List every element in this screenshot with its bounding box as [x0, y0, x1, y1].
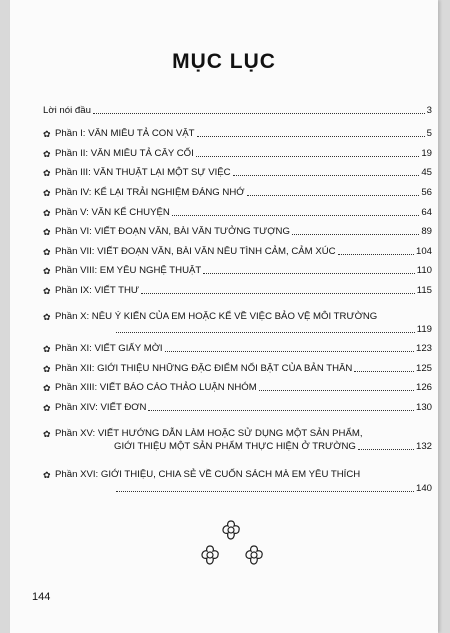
- toc-page-number: 115: [416, 284, 432, 296]
- dot-leader: [259, 390, 414, 391]
- toc-entry-row: [43, 219, 432, 239]
- toc-page-number: 130: [415, 401, 432, 413]
- toc-page-number: 56: [421, 186, 432, 198]
- toc-entry-row: [43, 297, 432, 323]
- toc-label: Phần VIII: EM YÊU NGHỆ THUẬT: [55, 265, 202, 277]
- toc-entry-row: [43, 394, 432, 414]
- dot-leader: [196, 156, 420, 157]
- toc-label: Lời nói đầu: [43, 104, 91, 116]
- toc-entry-row: [43, 355, 432, 375]
- dot-leader: [93, 113, 425, 114]
- toc-label: Phần XVI: GIỚI THIỆU, CHIA SẺ VỀ CUỐN SÁCH MÀ EM YÊU THÍCH: [55, 468, 361, 480]
- flower-ornament-icon: [199, 544, 221, 566]
- toc-page-number: 110: [416, 265, 432, 277]
- toc-page-number: 125: [415, 362, 432, 374]
- flower-ornament-icon: [243, 544, 265, 566]
- toc-label: Phần XIV: VIẾT ĐƠN: [55, 401, 147, 413]
- flower-bullet-icon: ✿: [43, 311, 51, 322]
- toc-label: Phần III: VĂN THUẬT LẠI MỘT SỰ VIỆC: [55, 167, 231, 179]
- toc-label: GIỚI THIỆU MỘT SẢN PHẨM THỰC HIỆN Ở TRƯỜNG: [114, 440, 356, 452]
- flower-bullet-icon: ✿: [43, 344, 51, 355]
- flower-bullet-icon: ✿: [43, 129, 51, 140]
- toc-page-number: 45: [421, 167, 432, 179]
- toc-entries: [43, 121, 432, 297]
- dot-leader: [141, 293, 415, 294]
- flower-bullet-icon: ✿: [43, 266, 51, 277]
- toc-label: Phần VI: VIẾT ĐOẠN VĂN, BÀI VĂN TƯỞNG TƯỢNG: [55, 226, 290, 238]
- flower-ornament-icon: [220, 519, 242, 541]
- dot-leader: [172, 215, 420, 216]
- toc-label: Phần XIII: VIẾT BÁO CÁO THẢO LUẬN NHÓM: [55, 382, 257, 394]
- toc-intro-row: [43, 97, 432, 117]
- toc-label: Phần II: VĂN MIÊU TẢ CÂY CỐI: [55, 147, 194, 159]
- page-number: 144: [32, 591, 51, 603]
- flower-bullet-icon: ✿: [43, 168, 51, 179]
- toc-label: Phần V: VĂN KỂ CHUYỆN: [55, 206, 170, 218]
- dot-leader: [116, 491, 414, 492]
- toc-page-number: 132: [415, 440, 432, 452]
- toc-page-number: 19: [421, 147, 432, 159]
- toc-entry-continuation: [43, 481, 432, 495]
- toc-page-number: 3: [426, 104, 432, 116]
- flower-bullet-icon: ✿: [43, 469, 51, 480]
- toc-label: Phần IV: KỂ LẠI TRẢI NGHIỆM ĐÁNG NHỚ: [55, 186, 245, 198]
- dot-leader: [338, 254, 414, 255]
- toc-label: Phần VII: VIẾT ĐOẠN VĂN, BÀI VĂN NÊU TÌNH CẢM, CẢM XÚC: [55, 245, 336, 257]
- dot-leader: [358, 449, 414, 450]
- dot-leader: [233, 175, 420, 176]
- toc-page-number: 126: [415, 382, 432, 394]
- toc-page-number: 89: [421, 226, 432, 238]
- dot-leader: [148, 410, 414, 411]
- dot-leader: [292, 234, 419, 235]
- dot-leader: [165, 351, 414, 352]
- toc-label: Phần XI: VIẾT GIẤY MỜI: [55, 343, 163, 355]
- dot-leader: [247, 195, 420, 196]
- table-of-contents: [43, 97, 432, 495]
- flower-bullet-icon: ✿: [43, 246, 51, 257]
- dot-leader: [197, 136, 425, 137]
- toc-label: Phần IX: VIẾT THƯ: [55, 284, 140, 296]
- toc-entry-row: [43, 238, 432, 258]
- toc-label: Phần I: VĂN MIÊU TẢ CON VẬT: [55, 128, 195, 140]
- book-page: [10, 0, 438, 633]
- toc-page-number: 119: [416, 323, 432, 335]
- toc-page-number: 104: [415, 245, 432, 257]
- flower-bullet-icon: ✿: [43, 383, 51, 394]
- toc-page-number: 140: [415, 482, 432, 494]
- toc-entry-row: [43, 277, 432, 297]
- toc-entry-row: [43, 179, 432, 199]
- flower-bullet-icon: ✿: [43, 363, 51, 374]
- page-title: MỤC LỤC: [172, 50, 276, 73]
- toc-entry-continuation: [43, 323, 432, 336]
- dot-leader: [203, 273, 414, 274]
- toc-page-number: 123: [415, 343, 432, 355]
- toc-page-number: 64: [421, 206, 432, 218]
- flower-bullet-icon: ✿: [43, 207, 51, 218]
- toc-entry-row: [43, 336, 432, 356]
- flower-bullet-icon: ✿: [43, 187, 51, 198]
- toc-entry-row: [43, 160, 432, 180]
- toc-page-number: 5: [426, 128, 432, 140]
- toc-entry-row: [43, 375, 432, 395]
- toc-entries-2: [43, 336, 432, 414]
- toc-entry-row: [43, 121, 432, 141]
- toc-entry-row: [43, 140, 432, 160]
- toc-entry-row: [43, 199, 432, 219]
- toc-entry-row: [43, 414, 432, 440]
- toc-entry-row: [43, 258, 432, 278]
- dot-leader: [116, 332, 415, 333]
- toc-entry-row: [43, 453, 432, 481]
- flower-bullet-icon: ✿: [43, 402, 51, 413]
- flower-bullet-icon: ✿: [43, 285, 51, 296]
- dot-leader: [354, 371, 414, 372]
- flower-bullet-icon: ✿: [43, 148, 51, 159]
- flower-bullet-icon: ✿: [43, 227, 51, 238]
- toc-entry-continuation: [43, 440, 432, 453]
- flower-bullet-icon: ✿: [43, 428, 51, 439]
- toc-label: Phần XV: VIẾT HƯỚNG DẪN LÀM HOẶC SỬ DỤNG MỘT SẢN PHẨM,: [55, 427, 363, 439]
- toc-label: Phần XII: GIỚI THIỆU NHỮNG ĐẶC ĐIỂM NỔI BẬT CỦA BẢN THÂN: [55, 362, 353, 374]
- toc-label: Phần X: NÊU Ý KIẾN CỦA EM HOẶC KỂ VỀ VIỆC BẢO VỆ MÔI TRƯỜNG: [55, 310, 378, 322]
